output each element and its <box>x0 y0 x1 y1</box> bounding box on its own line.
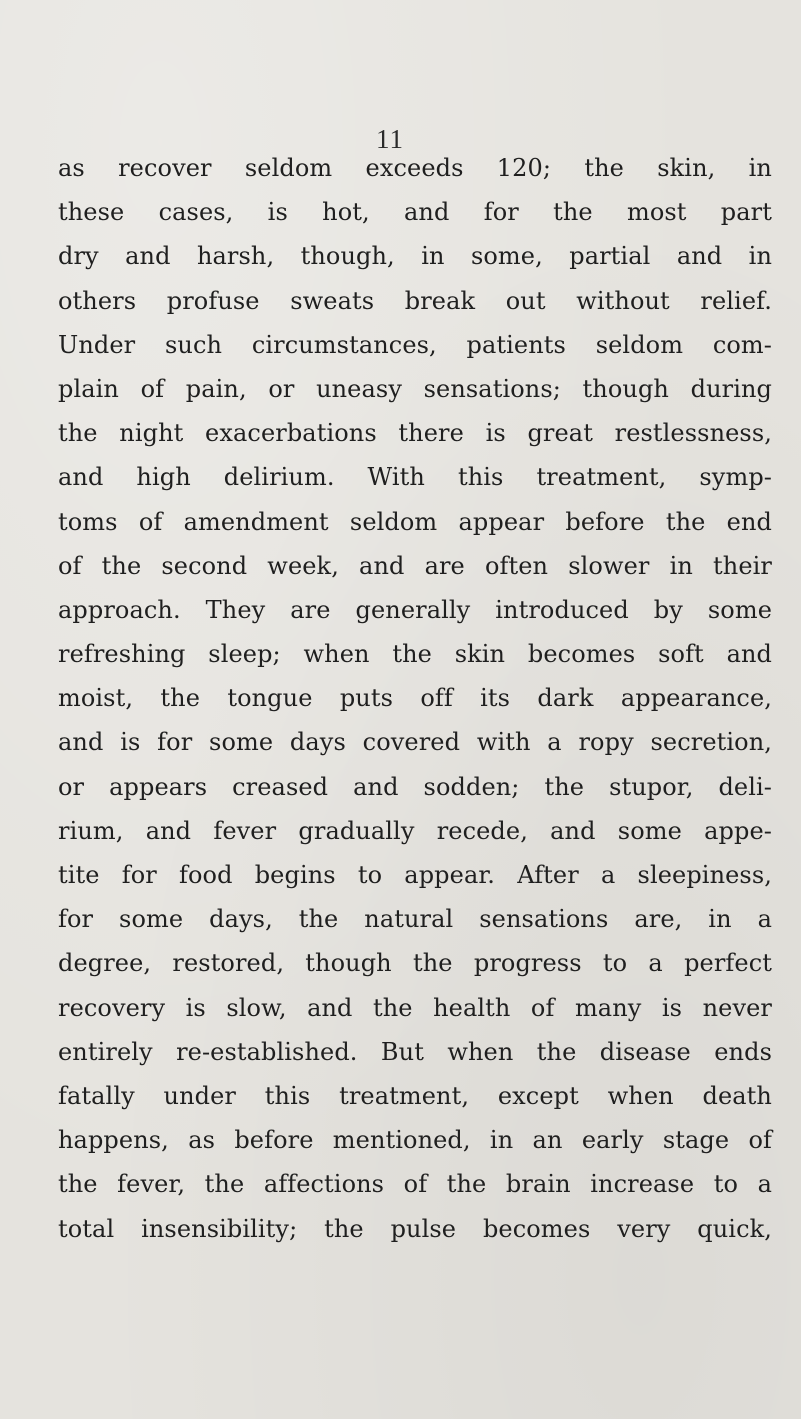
text-line: Under such circumstances, patients seldom com- <box>58 330 772 359</box>
text-line: degree, restored, though the progress to a perfect <box>58 949 772 978</box>
text-line: as recover seldom exceeds 120; the skin, in <box>58 154 772 182</box>
text-line: these cases, is hot, and for the most part <box>58 198 772 227</box>
text-line: happens, as before mentioned, in an early stage of <box>58 1126 772 1155</box>
text-line: fatally under this treatment, except when death <box>58 1081 772 1110</box>
text-line: refreshing sleep; when the skin becomes soft and <box>58 640 772 669</box>
text-line: recovery is slow, and the health of many is never <box>58 993 772 1022</box>
text-line: approach. They are generally introduced by some <box>58 595 772 624</box>
text-line: or appears creased and sodden; the stupor, deli- <box>58 772 772 801</box>
text-line: dry and harsh, though, in some, partial and in <box>58 242 772 271</box>
text-line: the night exacerbations there is great restlessness, <box>58 419 772 448</box>
text-line: for some days, the natural sensations are, in a <box>58 905 772 934</box>
text-line: others profuse sweats break out without relief. <box>58 286 772 315</box>
text-line: the fever, the affections of the brain increase to a <box>58 1170 772 1199</box>
text-line: and high delirium. With this treatment, symp- <box>58 463 772 492</box>
body-text <box>58 146 772 1251</box>
text-line: and is for some days covered with a ropy secretion, <box>58 728 772 757</box>
text-line: of the second week, and are often slower in their <box>58 551 772 580</box>
text-line: rium, and fever gradually recede, and some appe- <box>58 816 772 845</box>
text-line: plain of pain, or uneasy sensations; though during <box>58 374 772 403</box>
text-line: entirely re-established. But when the disease ends <box>58 1037 772 1066</box>
text-line: moist, the tongue puts off its dark appearance, <box>58 684 772 713</box>
text-line: total insensibility; the pulse becomes very quick, <box>58 1214 772 1243</box>
page-number: 11 <box>376 124 404 154</box>
text-line: tite for food begins to appear. After a sleepiness, <box>58 861 772 889</box>
text-line: toms of amendment seldom appear before the end <box>58 507 772 536</box>
